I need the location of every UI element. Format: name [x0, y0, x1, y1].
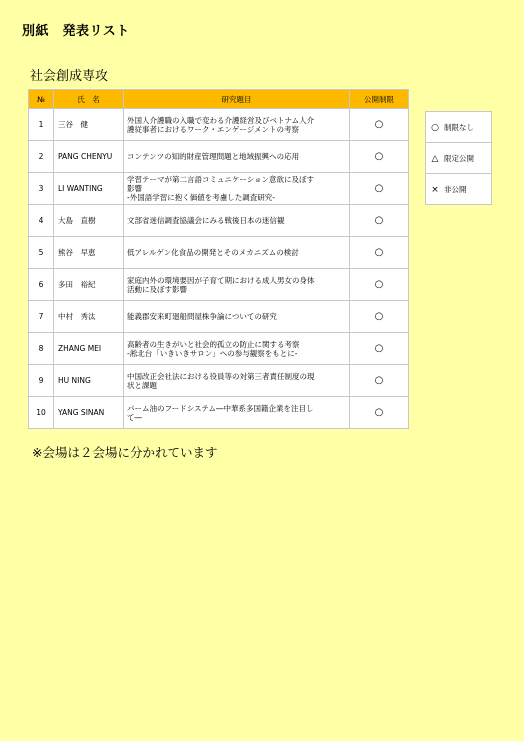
publication-restriction: ○: [350, 269, 409, 301]
topic-line: 家庭内外の環境要因が子育て期における成人男女の身体: [127, 275, 315, 285]
publication-restriction: ○: [350, 205, 409, 237]
row-number: 7: [29, 301, 54, 333]
research-topic: [124, 205, 350, 237]
legend-symbol: ×: [431, 184, 439, 195]
publication-restriction: ○: [350, 365, 409, 397]
presenter-name: 三谷 健: [54, 109, 124, 141]
legend-symbol: △: [431, 153, 439, 164]
table-row: [29, 205, 409, 237]
publication-restriction: ○: [350, 109, 409, 141]
research-topic: [124, 109, 350, 141]
page-title: 別紙 発表リスト: [22, 24, 130, 39]
table-row: [29, 365, 409, 397]
header-name: 氏 名: [54, 90, 124, 109]
row-number: 5: [29, 237, 54, 269]
row-number: 10: [29, 397, 54, 429]
legend-label: 非公開: [444, 184, 467, 194]
presenter-name: PANG CHENYU: [54, 141, 124, 173]
legend-symbol: ○: [431, 122, 439, 133]
legend-item: [426, 112, 492, 143]
topic-line: 活動に及ぼす影響: [127, 284, 187, 294]
venue-note: ※会場は２会場に分かれています: [32, 445, 218, 460]
row-number: 1: [29, 109, 54, 141]
row-number: 4: [29, 205, 54, 237]
research-topic: [124, 237, 350, 269]
header-pub: 公開制限: [350, 90, 409, 109]
topic-line: て―: [127, 412, 142, 422]
table-row: [29, 269, 409, 301]
legend-row: [426, 174, 492, 205]
research-topic: [124, 301, 350, 333]
research-topic: [124, 397, 350, 429]
topic-line: 護従事者におけるワーク・エンゲージメントの考察: [127, 124, 299, 134]
table-row: [29, 301, 409, 333]
publication-restriction: ○: [350, 397, 409, 429]
topic-line: 外国人介護職の入職で変わる介護経営及びベトナム人介: [127, 115, 315, 125]
topic-line: -淞北台「いきいきサロン」への参与観察をもとに-: [127, 348, 298, 358]
presenter-name: 中村 秀汰: [54, 301, 124, 333]
legend-item: [426, 143, 492, 174]
research-topic: [124, 173, 350, 205]
row-number: 3: [29, 173, 54, 205]
presenter-name: 多田 裕紀: [54, 269, 124, 301]
topic-line: 能義郡安来町廻船問屋株争論についての研究: [127, 312, 277, 321]
presenter-name: 大島 直樹: [54, 205, 124, 237]
research-topic: [124, 141, 350, 173]
presenter-name: ZHANG MEI: [54, 333, 124, 365]
topic-line: コンテンツの知的財産管理問題と地域振興への応用: [127, 152, 300, 161]
topic-line: パーム油のフードシステム―中華系多国籍企業を注目し: [127, 403, 314, 413]
legend-label: 限定公開: [444, 153, 474, 163]
table-row: [29, 237, 409, 269]
research-topic: [124, 333, 350, 365]
table-row: [29, 141, 409, 173]
header-topic: 研究題目: [124, 90, 350, 109]
row-number: 8: [29, 333, 54, 365]
research-topic: [124, 365, 350, 397]
publication-restriction: ○: [350, 301, 409, 333]
presenter-name: HU NING: [54, 365, 124, 397]
publication-restriction: ○: [350, 333, 409, 365]
research-topic: [124, 269, 350, 301]
publication-restriction: ○: [350, 141, 409, 173]
row-number: 9: [29, 365, 54, 397]
table-header-row: [29, 90, 409, 109]
topic-line: 高齢者の生きがいと社会的孤立の防止に関する考察: [127, 339, 300, 349]
topic-line: 低アレルゲン化食品の開発とそのメカニズムの検討: [127, 248, 299, 257]
topic-line: 文部省迷信調査協議会にみる戦後日本の迷信観: [127, 216, 285, 225]
row-number: 2: [29, 141, 54, 173]
topic-line: -外国語学習に抱く価値を考慮した調査研究-: [127, 193, 275, 202]
table-row: [29, 397, 409, 429]
header-no: №: [29, 90, 54, 109]
legend-table: [425, 111, 492, 205]
table-row: [29, 109, 409, 141]
table-row: [29, 333, 409, 365]
presenter-name: LI WANTING: [54, 173, 124, 205]
legend-label: 制限なし: [444, 122, 474, 132]
legend-item: [426, 174, 492, 205]
section-heading: 社会創成専攻: [30, 69, 109, 84]
topic-line: 中国改正会社法における役員等の対第三者責任制度の現: [127, 371, 315, 381]
topic-line: 影響: [127, 184, 142, 193]
presenter-name: 熊谷 早恵: [54, 237, 124, 269]
row-number: 6: [29, 269, 54, 301]
table-row: [29, 173, 409, 205]
topic-line: 状と課題: [127, 380, 157, 390]
publication-restriction: ○: [350, 173, 409, 205]
presenter-name: YANG SINAN: [54, 397, 124, 429]
publication-restriction: ○: [350, 237, 409, 269]
topic-line: 学習テーマが第二言語コミュニケーション意欲に及ぼす: [127, 175, 315, 184]
legend-row: [426, 143, 492, 174]
legend-row: [426, 112, 492, 143]
presentation-table: [28, 89, 409, 429]
